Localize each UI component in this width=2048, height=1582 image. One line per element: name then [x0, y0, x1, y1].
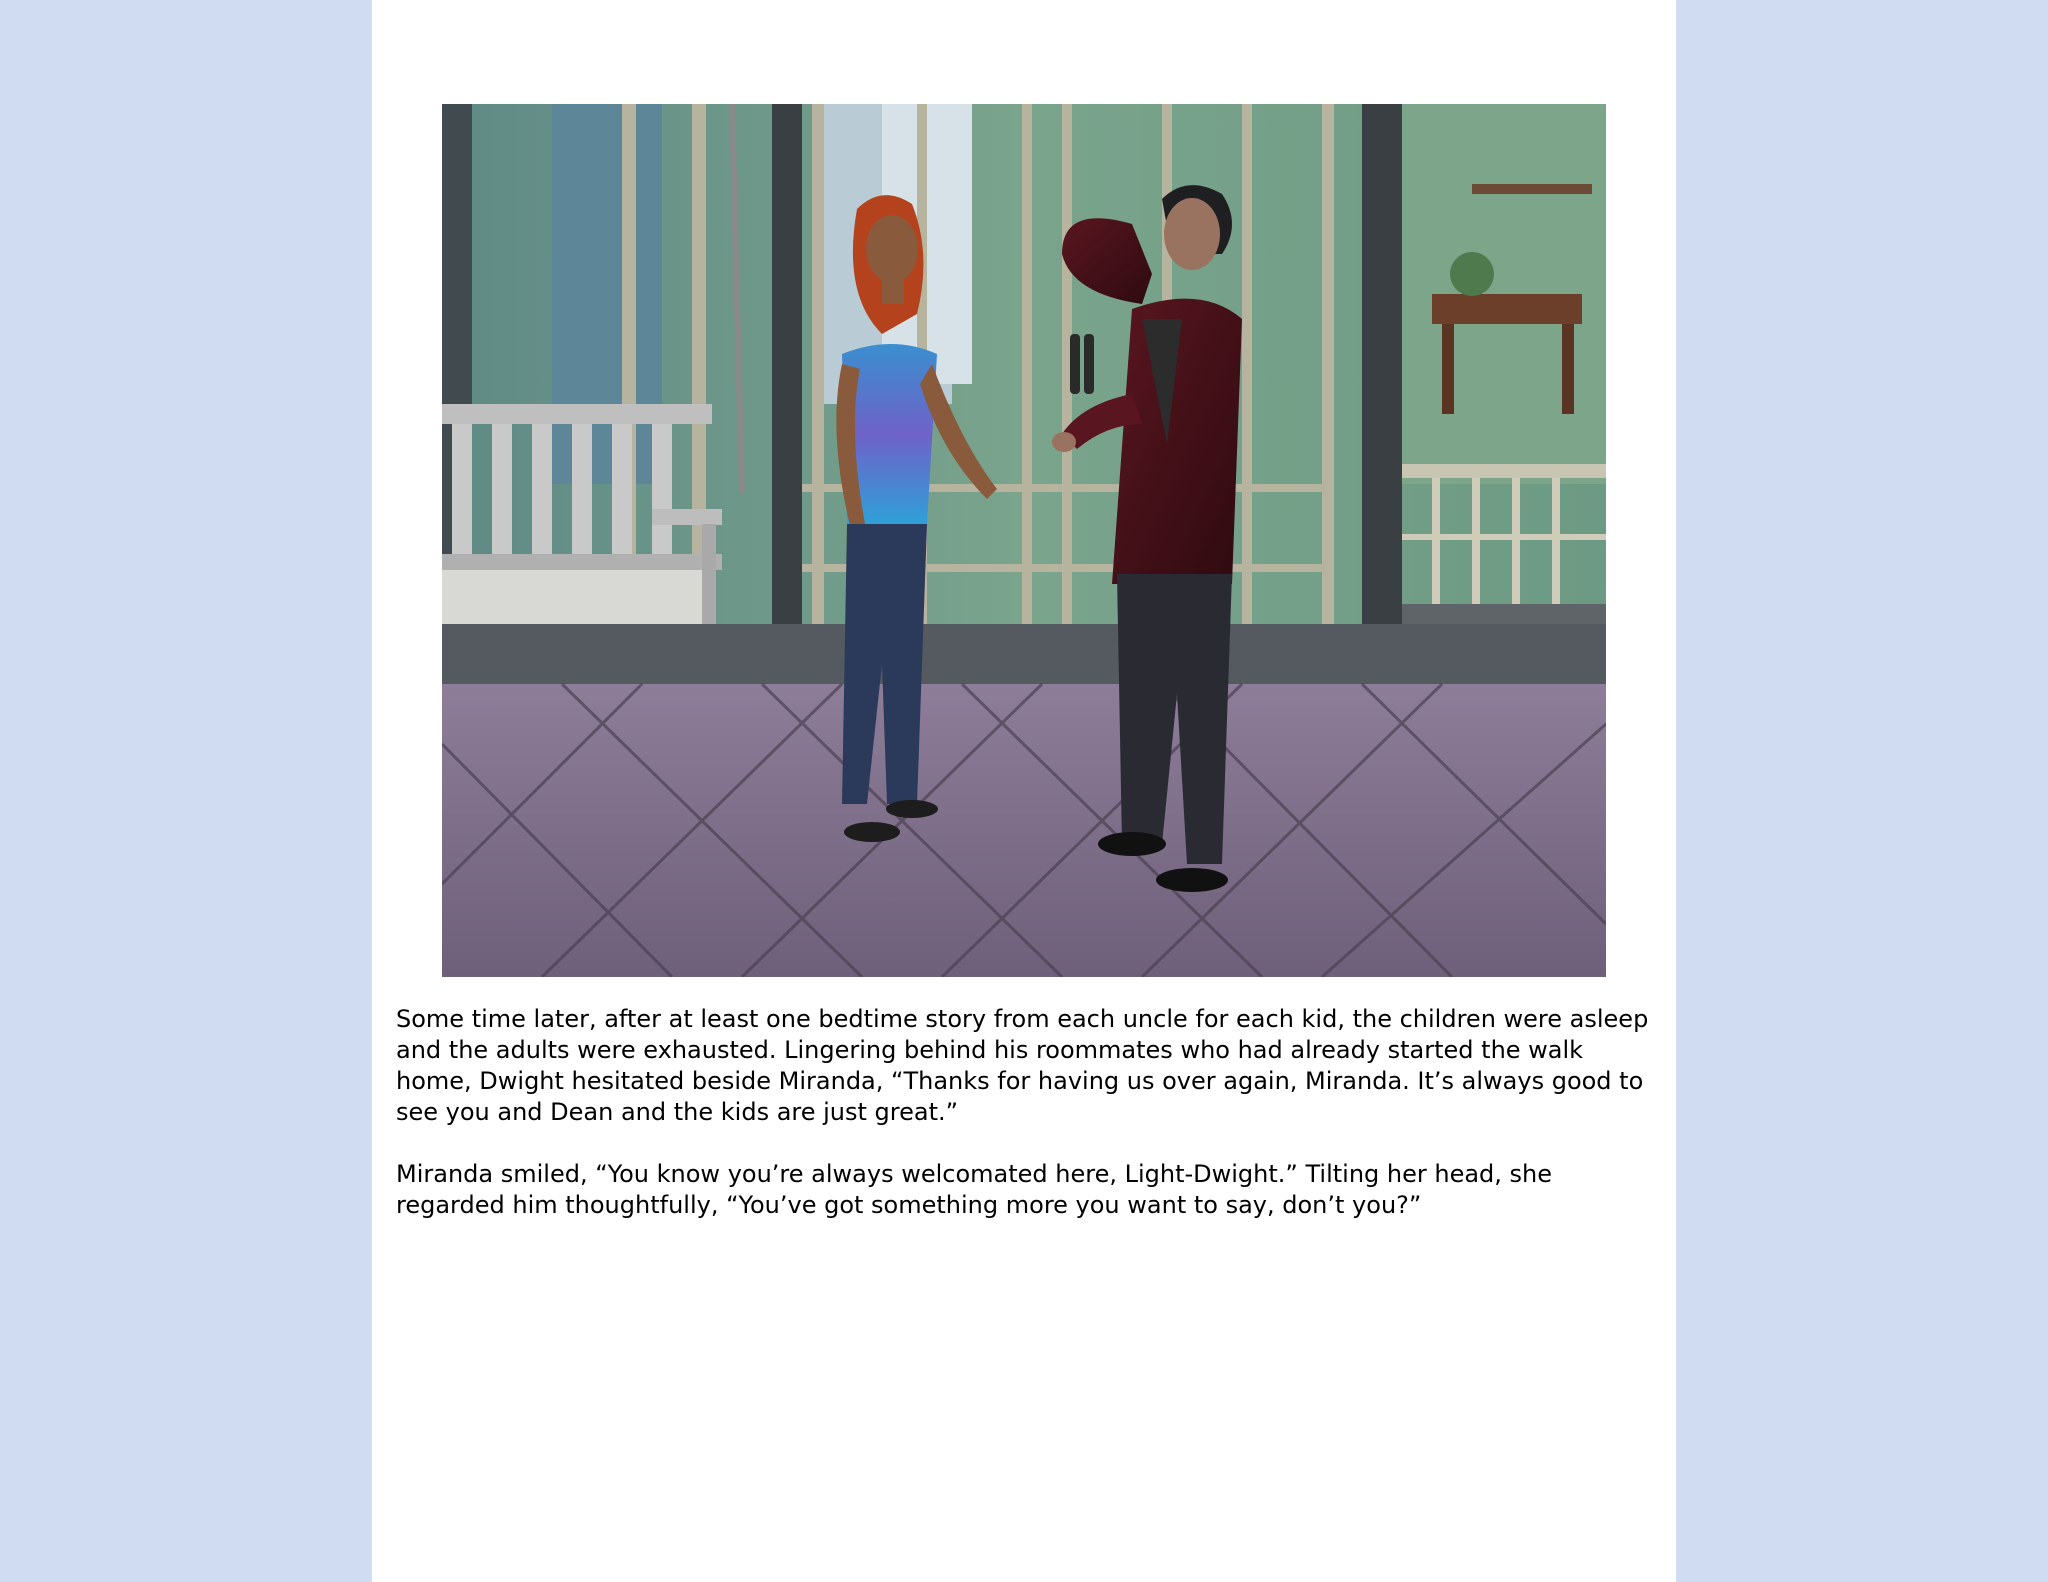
- story-paragraph-2: Miranda smiled, “You know you’re always welcomated here, Light-Dwight.” Tilting her head, she regarded him thoughtfully, “You’ve got something more you want to say, don’t you?”: [396, 1160, 1553, 1219]
- story-text: [396, 1004, 1666, 1252]
- story-paragraph-1: Some time later, after at least one bedtime story from each uncle for each kid, the children were asleep and the adults were exhausted. Lingering behind his roommates who had already started the walk home, Dwight hesitated beside Miranda, “Thanks for having us over again, Miranda. It’s always good to see you and Dean and the kids are just great.”: [396, 1005, 1649, 1126]
- page-sheet: [372, 0, 1676, 1582]
- story-illustration: [442, 104, 1606, 977]
